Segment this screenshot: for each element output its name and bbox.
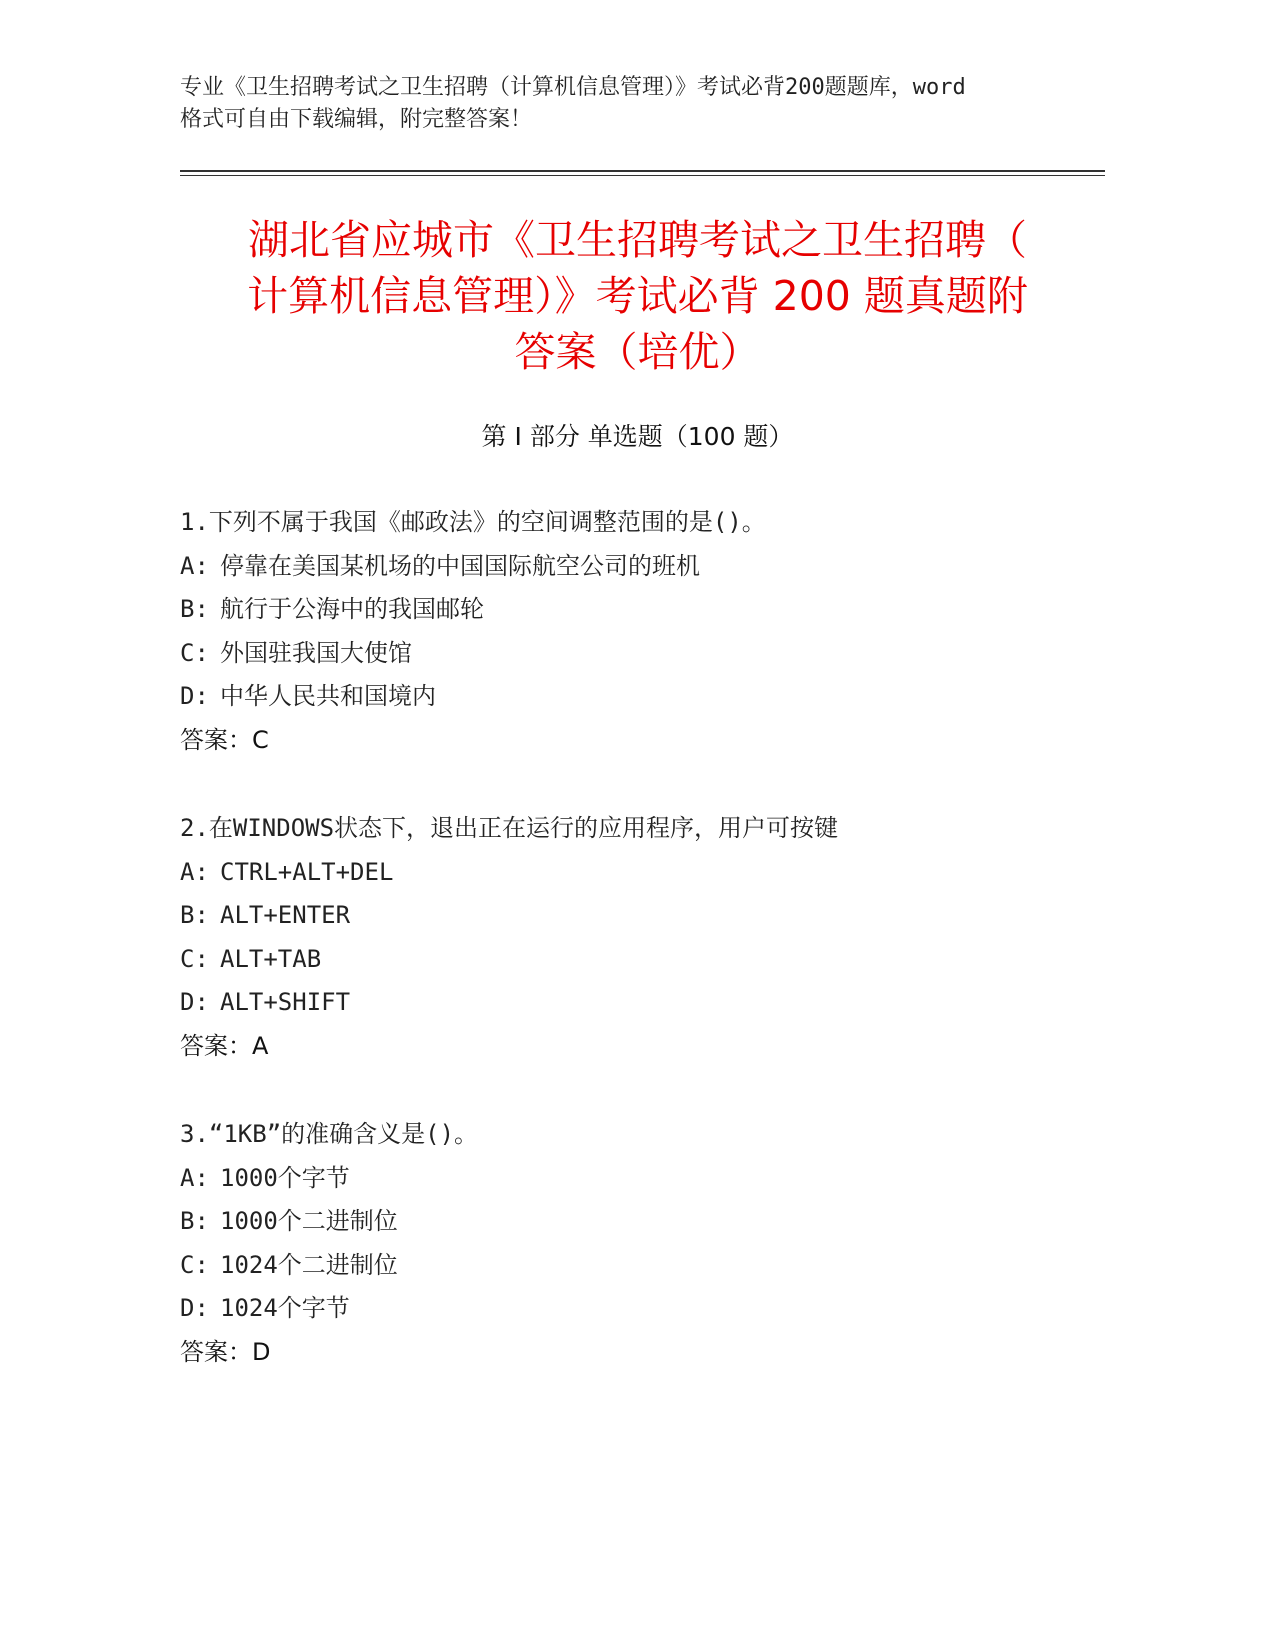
option-label: A: xyxy=(180,857,209,886)
option-label: C: xyxy=(180,638,209,667)
section-title: 第 I 部分 单选题（100 题） xyxy=(481,422,794,451)
option-a xyxy=(180,851,1105,895)
option-label: B: xyxy=(180,901,209,929)
option-text: 1024个字节 xyxy=(220,1294,350,1322)
question-2 xyxy=(180,807,1105,1068)
header-note xyxy=(180,72,1080,136)
option-text: ALT+TAB xyxy=(220,944,322,973)
question-stem: 1.下列不属于我国《邮政法》的空间调整范围的是()。 xyxy=(180,508,766,536)
option-text: 中华人民共和国境内 xyxy=(220,682,436,710)
option-text: 停靠在美国某机场的中国国际航空公司的班机 xyxy=(220,551,700,580)
option-c xyxy=(180,938,1105,982)
option-text: 外国驻我国大使馆 xyxy=(220,638,412,667)
option-label: A: xyxy=(180,1163,209,1192)
title-line-1: 湖北省应城市《卫生招聘考试之卫生招聘（ xyxy=(248,216,1027,264)
option-d xyxy=(180,1287,1105,1331)
title-line-2: 计算机信息管理）》考试必背 200 题真题附 xyxy=(247,272,1028,320)
option-text: 航行于公海中的我国邮轮 xyxy=(220,595,484,623)
option-label: B: xyxy=(180,595,209,623)
option-label: A: xyxy=(180,551,209,580)
header-note-line-2: 格式可自由下载编辑，附完整答案！ xyxy=(180,107,533,132)
question-3 xyxy=(180,1113,1105,1374)
header-divider-thick xyxy=(180,170,1105,172)
answer: 答案：C xyxy=(180,725,269,754)
option-label: C: xyxy=(180,1250,209,1279)
option-label: C: xyxy=(180,944,209,973)
option-b xyxy=(180,1200,1105,1244)
option-text: 1000个二进制位 xyxy=(220,1207,398,1235)
option-text: ALT+ENTER xyxy=(220,901,351,929)
option-d xyxy=(180,675,1105,719)
answer: 答案：A xyxy=(180,1031,269,1060)
header-note-line-1: 专业《卫生招聘考试之卫生招聘（计算机信息管理）》考试必背200题题库，word xyxy=(180,75,966,100)
option-text: ALT+SHIFT xyxy=(220,988,351,1016)
option-a xyxy=(180,1157,1105,1201)
title-line-3: 答案（培优） xyxy=(514,328,761,376)
option-c xyxy=(180,1244,1105,1288)
option-label: B: xyxy=(180,1207,209,1235)
question-stem: 2.在WINDOWS状态下，退出正在运行的应用程序，用户可按键 xyxy=(180,814,839,842)
document-title xyxy=(180,212,1095,380)
option-label: D: xyxy=(180,1294,209,1322)
option-c xyxy=(180,632,1105,676)
option-b xyxy=(180,894,1105,938)
answer: 答案：D xyxy=(180,1337,271,1366)
header-divider-thin xyxy=(180,175,1105,176)
option-a xyxy=(180,545,1105,589)
option-d xyxy=(180,981,1105,1025)
question-1 xyxy=(180,501,1105,762)
option-text: 1024个二进制位 xyxy=(220,1250,398,1279)
question-stem: 3.“1KB”的准确含义是()。 xyxy=(180,1120,479,1148)
option-text: 1000个字节 xyxy=(220,1163,350,1192)
option-label: D: xyxy=(180,988,209,1016)
option-label: D: xyxy=(180,682,209,710)
option-b xyxy=(180,588,1105,632)
option-text: CTRL+ALT+DEL xyxy=(220,857,394,886)
